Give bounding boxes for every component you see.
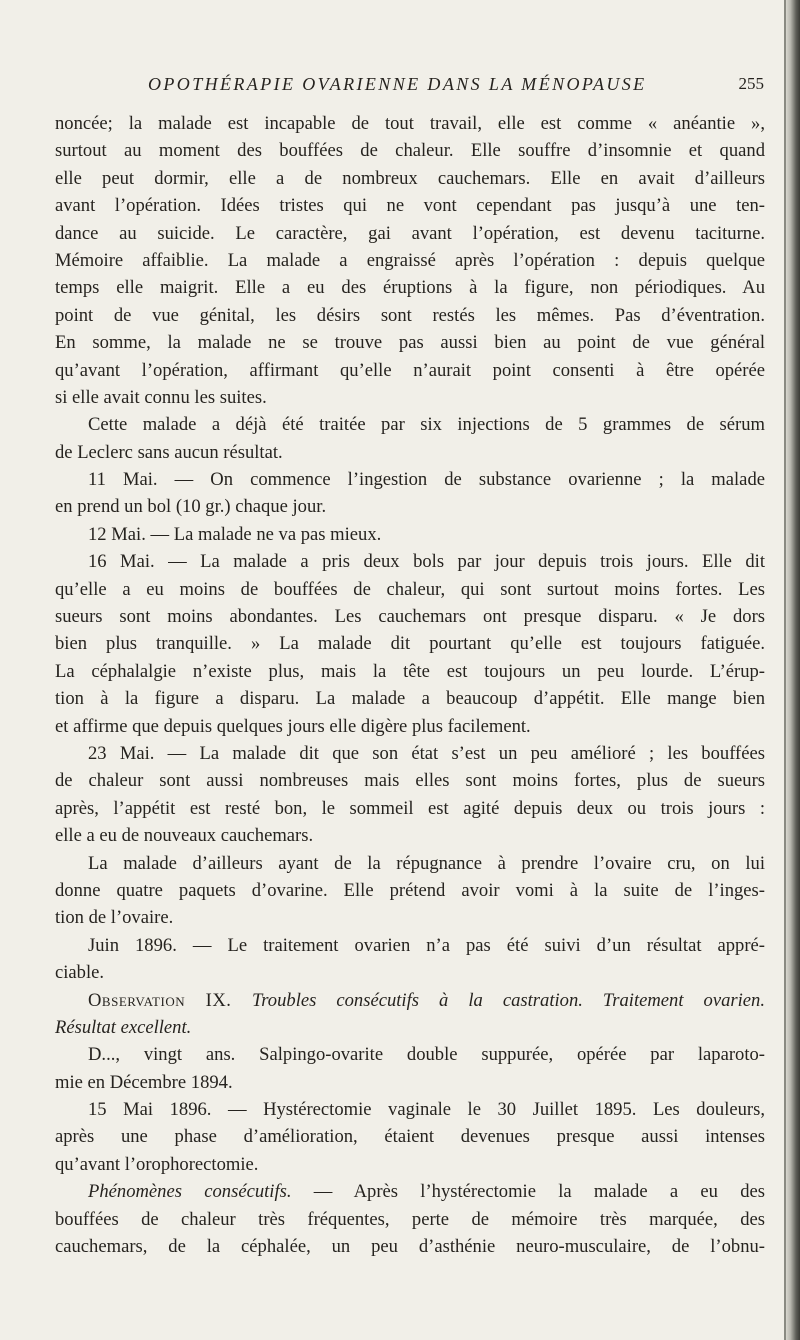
text-line: mie en Décembre 1894. [55,1071,233,1093]
text-line: et affirme que depuis quelques jours elle digère plus facilement. [55,715,531,737]
running-header [148,74,764,98]
text-line: bouffées de chaleur très fréquentes, perte de mémoire très marquée, des [55,1208,765,1230]
text-line: 12 Mai. — La malade ne va pas mieux. [88,523,382,545]
text-line: Mémoire affaiblie. La malade a engraissé après l’opération : depuis quelque [55,249,765,271]
text-segment: — Après l’hystérectomie la malade a eu des [291,1181,766,1203]
text-line: en prend un bol (10 gr.) chaque jour. [55,496,327,518]
text-line: qu’avant l’orophorectomie. [55,1153,259,1175]
text-segment: Observation IX. [88,989,252,1011]
text-line: La céphalalgie n’existe plus, mais la tête est toujours un peu lourde. L’érup- [55,660,765,682]
text-line: 23 Mai. — La malade dit que son état s’est un peu amélioré ; les bouffées [88,742,765,764]
text-line: Juin 1896. — Le traitement ovarien n’a pas été suivi d’un résultat appré- [88,934,765,956]
text-line: temps elle maigrit. Elle a eu des éruptions à la figure, non périodiques. Au [55,277,765,299]
text-line: Cette malade a déjà été traitée par six injections de 5 grammes de sérum [88,414,765,436]
body-text [55,110,765,1260]
text-line: avant l’opération. Idées tristes qui ne vont cependant pas jusqu’à une ten- [55,195,765,217]
text-line: qu’avant l’opération, affirmant qu’elle n’aurait point consenti à être opérée [55,359,765,381]
text-line [55,1178,765,1205]
text-line: tion de l’ovaire. [55,907,174,929]
text-line: ciable. [55,962,105,984]
text-line: noncée; la malade est incapable de tout travail, elle est comme « anéantie », [55,113,765,134]
text-line: 11 Mai. — On commence l’ingestion de substance ovarienne ; la malade [88,469,765,491]
text-line: point de vue génital, les désirs sont restés les mêmes. Pas d’éventration. [55,304,765,326]
text-line: de Leclerc sans aucun résultat. [55,441,283,463]
text-segment: Phénomènes consécutifs. [88,1181,292,1203]
text-line: En somme, la malade ne se trouve pas aussi bien au point de vue général [55,332,765,354]
running-title: OPOTHÉRAPIE OVARIENNE DANS LA MÉNOPAUSE [148,74,647,94]
text-line: après une phase d’amélioration, étaient devenues presque aussi intenses [55,1126,765,1148]
text-line: après, l’appétit est resté bon, le sommeil est agité depuis deux ou trois jours : [55,797,765,819]
page-number: 255 [738,74,764,93]
text-line: cauchemars, de la céphalée, un peu d’asthénie neuro-musculaire, de l’obnu- [55,1236,765,1258]
text-line: elle peut dormir, elle a de nombreux cauchemars. Elle en avait d’ailleurs [55,167,765,189]
text-segment: Résultat excellent. [55,1016,192,1038]
text-line [55,1014,765,1041]
text-line: sueurs sont moins abondantes. Les cauchemars ont presque disparu. « Je dors [55,606,765,628]
text-line: de chaleur sont aussi nombreuses mais elles sont moins fortes, plus de sueurs [55,770,765,792]
text-line: si elle avait connu les suites. [55,386,267,408]
page-edge-line [784,0,786,1340]
text-line: tion à la figure a disparu. La malade a beaucoup d’appétit. Elle mange bien [55,688,765,710]
text-line: D..., vingt ans. Salpingo-ovarite double suppurée, opérée par laparoto- [88,1044,765,1066]
text-line: qu’elle a eu moins de bouffées de chaleur, qui sont surtout moins fortes. Les [55,578,765,600]
text-segment: Troubles consécutifs à la castration. Traitement ovarien. [251,989,765,1011]
page-edge [784,0,800,1340]
text-line [55,987,765,1014]
text-line: dance au suicide. Le caractère, gai avant l’opération, est devenu taciturne. [55,222,765,244]
text-line: surtout au moment des bouffées de chaleur. Elle souffre d’insomnie et quand [55,140,765,162]
text-line: donne quatre paquets d’ovarine. Elle prétend avoir vomi à la suite de l’inges- [55,879,765,901]
text-line: La malade d’ailleurs ayant de la répugnance à prendre l’ovaire cru, on lui [88,852,765,874]
text-line: bien plus tranquille. » La malade dit pourtant qu’elle est toujours fatiguée. [55,633,765,655]
text-line: elle a eu de nouveaux cauchemars. [55,825,314,847]
text-line: 15 Mai 1896. — Hystérectomie vaginale le 30 Juillet 1895. Les douleurs, [88,1099,765,1121]
text-line: 16 Mai. — La malade a pris deux bols par jour depuis trois jours. Elle dit [88,551,765,573]
